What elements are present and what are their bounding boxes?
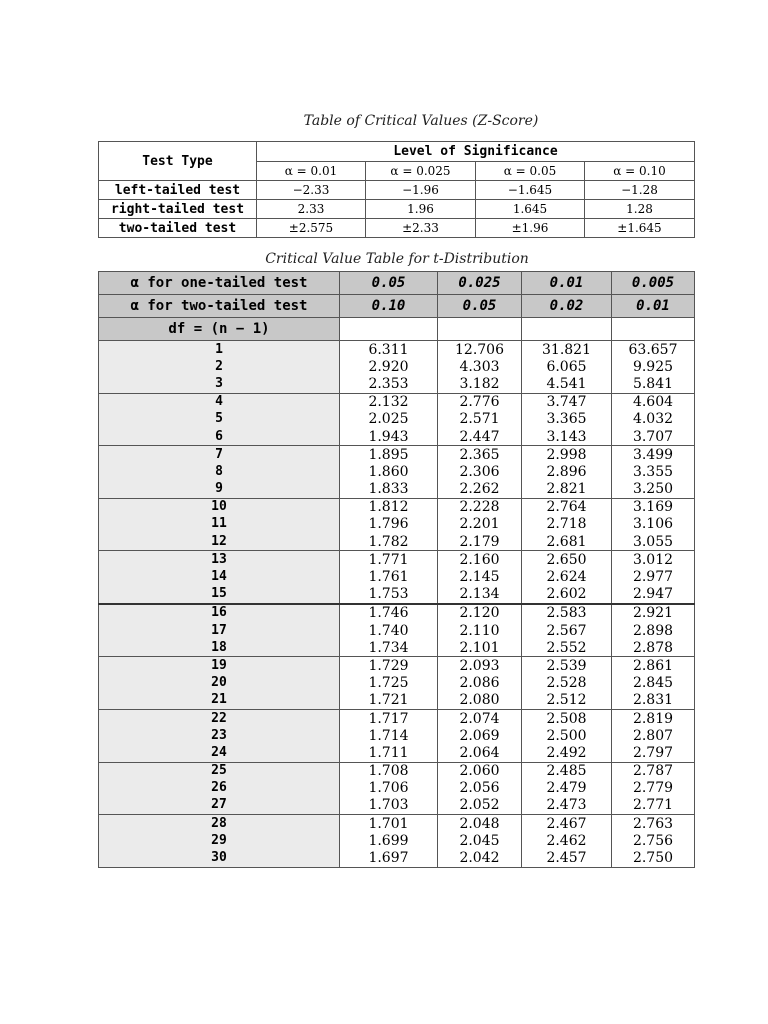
df-cell: 2 — [99, 358, 340, 375]
table-row — [99, 780, 695, 797]
t-value-cell: 2.306 — [438, 463, 522, 480]
t-value-cell: 2.756 — [612, 832, 695, 849]
t-value-cell: 2.779 — [612, 780, 695, 797]
t-value-cell: 9.925 — [612, 358, 695, 375]
table-row — [99, 446, 695, 464]
t-value-cell: 2.093 — [438, 657, 522, 675]
t-value-cell: 2.160 — [438, 551, 522, 569]
z-row-two — [99, 219, 695, 238]
t-value-cell: 2.042 — [438, 849, 522, 867]
z-value-cell: 1.28 — [585, 200, 695, 219]
t-value-cell: 2.064 — [438, 744, 522, 762]
two-tailed-label: α for two-tailed test — [99, 295, 340, 318]
z-value-cell: ±2.33 — [366, 219, 476, 238]
t-value-cell: 2.776 — [438, 393, 522, 411]
t-value-cell: 1.711 — [340, 744, 438, 762]
df-header-row — [99, 318, 695, 341]
t-value-cell: 1.708 — [340, 762, 438, 780]
df-cell: 14 — [99, 568, 340, 585]
table-row — [99, 797, 695, 815]
t-value-cell: 1.717 — [340, 709, 438, 727]
t-value-cell: 3.169 — [612, 498, 695, 516]
z-value-cell: −1.645 — [476, 181, 585, 200]
z-alpha-header: α = 0.01 — [257, 162, 366, 181]
t-value-cell: 1.725 — [340, 675, 438, 692]
t-value-cell: 2.771 — [612, 797, 695, 815]
t-value-cell: 3.055 — [612, 533, 695, 551]
t-value-cell: 2.365 — [438, 446, 522, 464]
table-row — [99, 498, 695, 516]
t-value-cell: 5.841 — [612, 375, 695, 393]
df-cell: 26 — [99, 780, 340, 797]
table-row — [99, 411, 695, 428]
t-value-cell: 2.074 — [438, 709, 522, 727]
one-tailed-header-row — [99, 272, 695, 295]
table-row — [99, 375, 695, 393]
two-tailed-header-row — [99, 295, 695, 318]
t-value-cell: 2.807 — [612, 727, 695, 744]
t-value-cell: 2.201 — [438, 516, 522, 533]
t-value-cell: 2.145 — [438, 568, 522, 585]
table-row — [99, 815, 695, 833]
table-row — [99, 849, 695, 867]
blank-cell — [612, 318, 695, 341]
t-value-cell: 1.734 — [340, 639, 438, 657]
df-cell: 11 — [99, 516, 340, 533]
df-cell: 7 — [99, 446, 340, 464]
t-value-cell: 2.479 — [522, 780, 612, 797]
t-value-cell: 2.821 — [522, 481, 612, 499]
df-cell: 24 — [99, 744, 340, 762]
t-value-cell: 3.143 — [522, 428, 612, 446]
t-value-cell: 2.528 — [522, 675, 612, 692]
df-label: df = (n − 1) — [99, 318, 340, 341]
t-table-title: Critical Value Table for t-Distribution — [265, 251, 529, 267]
t-value-cell: 2.110 — [438, 622, 522, 639]
df-cell: 19 — [99, 657, 340, 675]
t-value-cell: 2.462 — [522, 832, 612, 849]
df-cell: 22 — [99, 709, 340, 727]
one-tailed-alpha: 0.05 — [340, 272, 438, 295]
t-value-cell: 2.508 — [522, 709, 612, 727]
t-value-cell: 6.311 — [340, 341, 438, 359]
df-cell: 29 — [99, 832, 340, 849]
t-value-cell: 2.898 — [612, 622, 695, 639]
t-value-cell: 3.365 — [522, 411, 612, 428]
table-row — [99, 762, 695, 780]
t-value-cell: 31.821 — [522, 341, 612, 359]
t-value-cell: 3.012 — [612, 551, 695, 569]
t-value-cell: 2.179 — [438, 533, 522, 551]
df-cell: 12 — [99, 533, 340, 551]
t-value-cell: 2.048 — [438, 815, 522, 833]
z-row-header: Test Type — [99, 142, 257, 181]
t-value-cell: 2.797 — [612, 744, 695, 762]
t-value-cell: 2.485 — [522, 762, 612, 780]
z-value-cell: ±1.96 — [476, 219, 585, 238]
t-value-cell: 63.657 — [612, 341, 695, 359]
table-row — [99, 586, 695, 604]
one-tailed-alpha: 0.01 — [522, 272, 612, 295]
t-value-cell: 1.699 — [340, 832, 438, 849]
t-value-cell: 2.567 — [522, 622, 612, 639]
t-value-cell: 2.845 — [612, 675, 695, 692]
t-value-cell: 3.707 — [612, 428, 695, 446]
df-cell: 15 — [99, 586, 340, 604]
t-value-cell: 2.920 — [340, 358, 438, 375]
table-row — [99, 622, 695, 639]
table-row — [99, 463, 695, 480]
t-value-cell: 2.132 — [340, 393, 438, 411]
t-value-cell: 2.492 — [522, 744, 612, 762]
df-cell: 23 — [99, 727, 340, 744]
table-row — [99, 744, 695, 762]
t-value-cell: 1.771 — [340, 551, 438, 569]
t-value-cell: 2.447 — [438, 428, 522, 446]
t-value-cell: 12.706 — [438, 341, 522, 359]
t-table-body — [99, 341, 695, 868]
z-row-label: two-tailed test — [99, 219, 257, 238]
df-cell: 8 — [99, 463, 340, 480]
t-value-cell: 2.500 — [522, 727, 612, 744]
t-value-cell: 2.787 — [612, 762, 695, 780]
t-value-cell: 1.729 — [340, 657, 438, 675]
t-value-cell: 2.602 — [522, 586, 612, 604]
t-value-cell: 2.045 — [438, 832, 522, 849]
t-value-cell: 2.134 — [438, 586, 522, 604]
t-value-cell: 3.747 — [522, 393, 612, 411]
t-value-cell: 2.861 — [612, 657, 695, 675]
t-value-cell: 3.250 — [612, 481, 695, 499]
t-value-cell: 2.819 — [612, 709, 695, 727]
z-row-label: left-tailed test — [99, 181, 257, 200]
table-row — [99, 709, 695, 727]
t-value-cell: 2.056 — [438, 780, 522, 797]
t-value-cell: 1.746 — [340, 604, 438, 622]
t-value-cell: 3.106 — [612, 516, 695, 533]
t-value-cell: 2.228 — [438, 498, 522, 516]
table-row — [99, 639, 695, 657]
z-value-cell: ±1.645 — [585, 219, 695, 238]
table-row — [99, 692, 695, 710]
t-value-cell: 1.895 — [340, 446, 438, 464]
df-cell: 3 — [99, 375, 340, 393]
t-distribution-table — [98, 271, 695, 868]
t-value-cell: 2.120 — [438, 604, 522, 622]
z-value-cell: −1.96 — [366, 181, 476, 200]
table-row — [99, 568, 695, 585]
blank-cell — [522, 318, 612, 341]
t-value-cell: 2.069 — [438, 727, 522, 744]
t-value-cell: 2.060 — [438, 762, 522, 780]
t-value-cell: 1.753 — [340, 586, 438, 604]
df-cell: 21 — [99, 692, 340, 710]
z-alpha-header: α = 0.025 — [366, 162, 476, 181]
table-row — [99, 358, 695, 375]
t-value-cell: 2.262 — [438, 481, 522, 499]
t-value-cell: 2.921 — [612, 604, 695, 622]
table-row — [99, 604, 695, 622]
t-value-cell: 4.541 — [522, 375, 612, 393]
t-value-cell: 2.101 — [438, 639, 522, 657]
t-value-cell: 4.303 — [438, 358, 522, 375]
blank-cell — [340, 318, 438, 341]
df-cell: 18 — [99, 639, 340, 657]
t-value-cell: 2.681 — [522, 533, 612, 551]
t-value-cell: 2.718 — [522, 516, 612, 533]
z-group-header: Level of Significance — [257, 142, 695, 162]
df-cell: 6 — [99, 428, 340, 446]
df-cell: 9 — [99, 481, 340, 499]
t-value-cell: 6.065 — [522, 358, 612, 375]
t-value-cell: 1.697 — [340, 849, 438, 867]
table-row — [99, 428, 695, 446]
t-value-cell: 2.571 — [438, 411, 522, 428]
z-row-right — [99, 200, 695, 219]
t-value-cell: 2.998 — [522, 446, 612, 464]
t-value-cell: 1.701 — [340, 815, 438, 833]
df-cell: 28 — [99, 815, 340, 833]
z-row-left — [99, 181, 695, 200]
table-row — [99, 341, 695, 359]
two-tailed-alpha: 0.02 — [522, 295, 612, 318]
t-value-cell: 4.032 — [612, 411, 695, 428]
table-row — [99, 393, 695, 411]
z-value-cell: −1.28 — [585, 181, 695, 200]
z-value-cell: 1.96 — [366, 200, 476, 219]
two-tailed-alpha: 0.01 — [612, 295, 695, 318]
df-cell: 27 — [99, 797, 340, 815]
one-tailed-alpha: 0.025 — [438, 272, 522, 295]
df-cell: 25 — [99, 762, 340, 780]
z-value-cell: ±2.575 — [257, 219, 366, 238]
t-value-cell: 1.860 — [340, 463, 438, 480]
two-tailed-alpha: 0.05 — [438, 295, 522, 318]
df-cell: 30 — [99, 849, 340, 867]
t-value-cell: 1.812 — [340, 498, 438, 516]
t-value-cell: 2.947 — [612, 586, 695, 604]
t-value-cell: 3.182 — [438, 375, 522, 393]
t-value-cell: 2.831 — [612, 692, 695, 710]
t-value-cell: 2.457 — [522, 849, 612, 867]
z-row-label: right-tailed test — [99, 200, 257, 219]
table-row — [99, 832, 695, 849]
t-value-cell: 1.721 — [340, 692, 438, 710]
t-value-cell: 2.977 — [612, 568, 695, 585]
table-row — [99, 675, 695, 692]
df-cell: 16 — [99, 604, 340, 622]
t-value-cell: 3.499 — [612, 446, 695, 464]
blank-cell — [438, 318, 522, 341]
t-value-cell: 2.052 — [438, 797, 522, 815]
z-alpha-header: α = 0.05 — [476, 162, 585, 181]
df-cell: 17 — [99, 622, 340, 639]
table-row — [99, 551, 695, 569]
t-value-cell: 1.761 — [340, 568, 438, 585]
one-tailed-alpha: 0.005 — [612, 272, 695, 295]
t-value-cell: 1.706 — [340, 780, 438, 797]
t-value-cell: 1.782 — [340, 533, 438, 551]
t-value-cell: 1.703 — [340, 797, 438, 815]
t-value-cell: 1.833 — [340, 481, 438, 499]
table-row — [99, 727, 695, 744]
t-value-cell: 2.624 — [522, 568, 612, 585]
z-value-cell: −2.33 — [257, 181, 366, 200]
t-value-cell: 1.740 — [340, 622, 438, 639]
t-value-cell: 2.025 — [340, 411, 438, 428]
t-value-cell: 2.750 — [612, 849, 695, 867]
t-value-cell: 2.552 — [522, 639, 612, 657]
z-value-cell: 1.645 — [476, 200, 585, 219]
t-value-cell: 1.714 — [340, 727, 438, 744]
table-row — [99, 533, 695, 551]
df-cell: 13 — [99, 551, 340, 569]
t-value-cell: 2.878 — [612, 639, 695, 657]
t-value-cell: 2.763 — [612, 815, 695, 833]
t-value-cell: 2.512 — [522, 692, 612, 710]
t-value-cell: 2.539 — [522, 657, 612, 675]
z-value-cell: 2.33 — [257, 200, 366, 219]
t-value-cell: 2.473 — [522, 797, 612, 815]
t-value-cell: 2.086 — [438, 675, 522, 692]
df-cell: 5 — [99, 411, 340, 428]
table-row — [99, 657, 695, 675]
t-value-cell: 2.467 — [522, 815, 612, 833]
z-score-table — [98, 141, 695, 238]
z-table-title: Table of Critical Values (Z-Score) — [303, 113, 539, 129]
t-value-cell: 2.896 — [522, 463, 612, 480]
one-tailed-label: α for one-tailed test — [99, 272, 340, 295]
t-value-cell: 1.943 — [340, 428, 438, 446]
table-row — [99, 516, 695, 533]
z-alpha-header: α = 0.10 — [585, 162, 695, 181]
table-row — [99, 481, 695, 499]
t-value-cell: 3.355 — [612, 463, 695, 480]
df-cell: 1 — [99, 341, 340, 359]
t-value-cell: 2.583 — [522, 604, 612, 622]
t-value-cell: 4.604 — [612, 393, 695, 411]
t-value-cell: 2.650 — [522, 551, 612, 569]
t-value-cell: 2.353 — [340, 375, 438, 393]
df-cell: 4 — [99, 393, 340, 411]
t-value-cell: 1.796 — [340, 516, 438, 533]
t-value-cell: 2.080 — [438, 692, 522, 710]
df-cell: 20 — [99, 675, 340, 692]
two-tailed-alpha: 0.10 — [340, 295, 438, 318]
df-cell: 10 — [99, 498, 340, 516]
t-value-cell: 2.764 — [522, 498, 612, 516]
